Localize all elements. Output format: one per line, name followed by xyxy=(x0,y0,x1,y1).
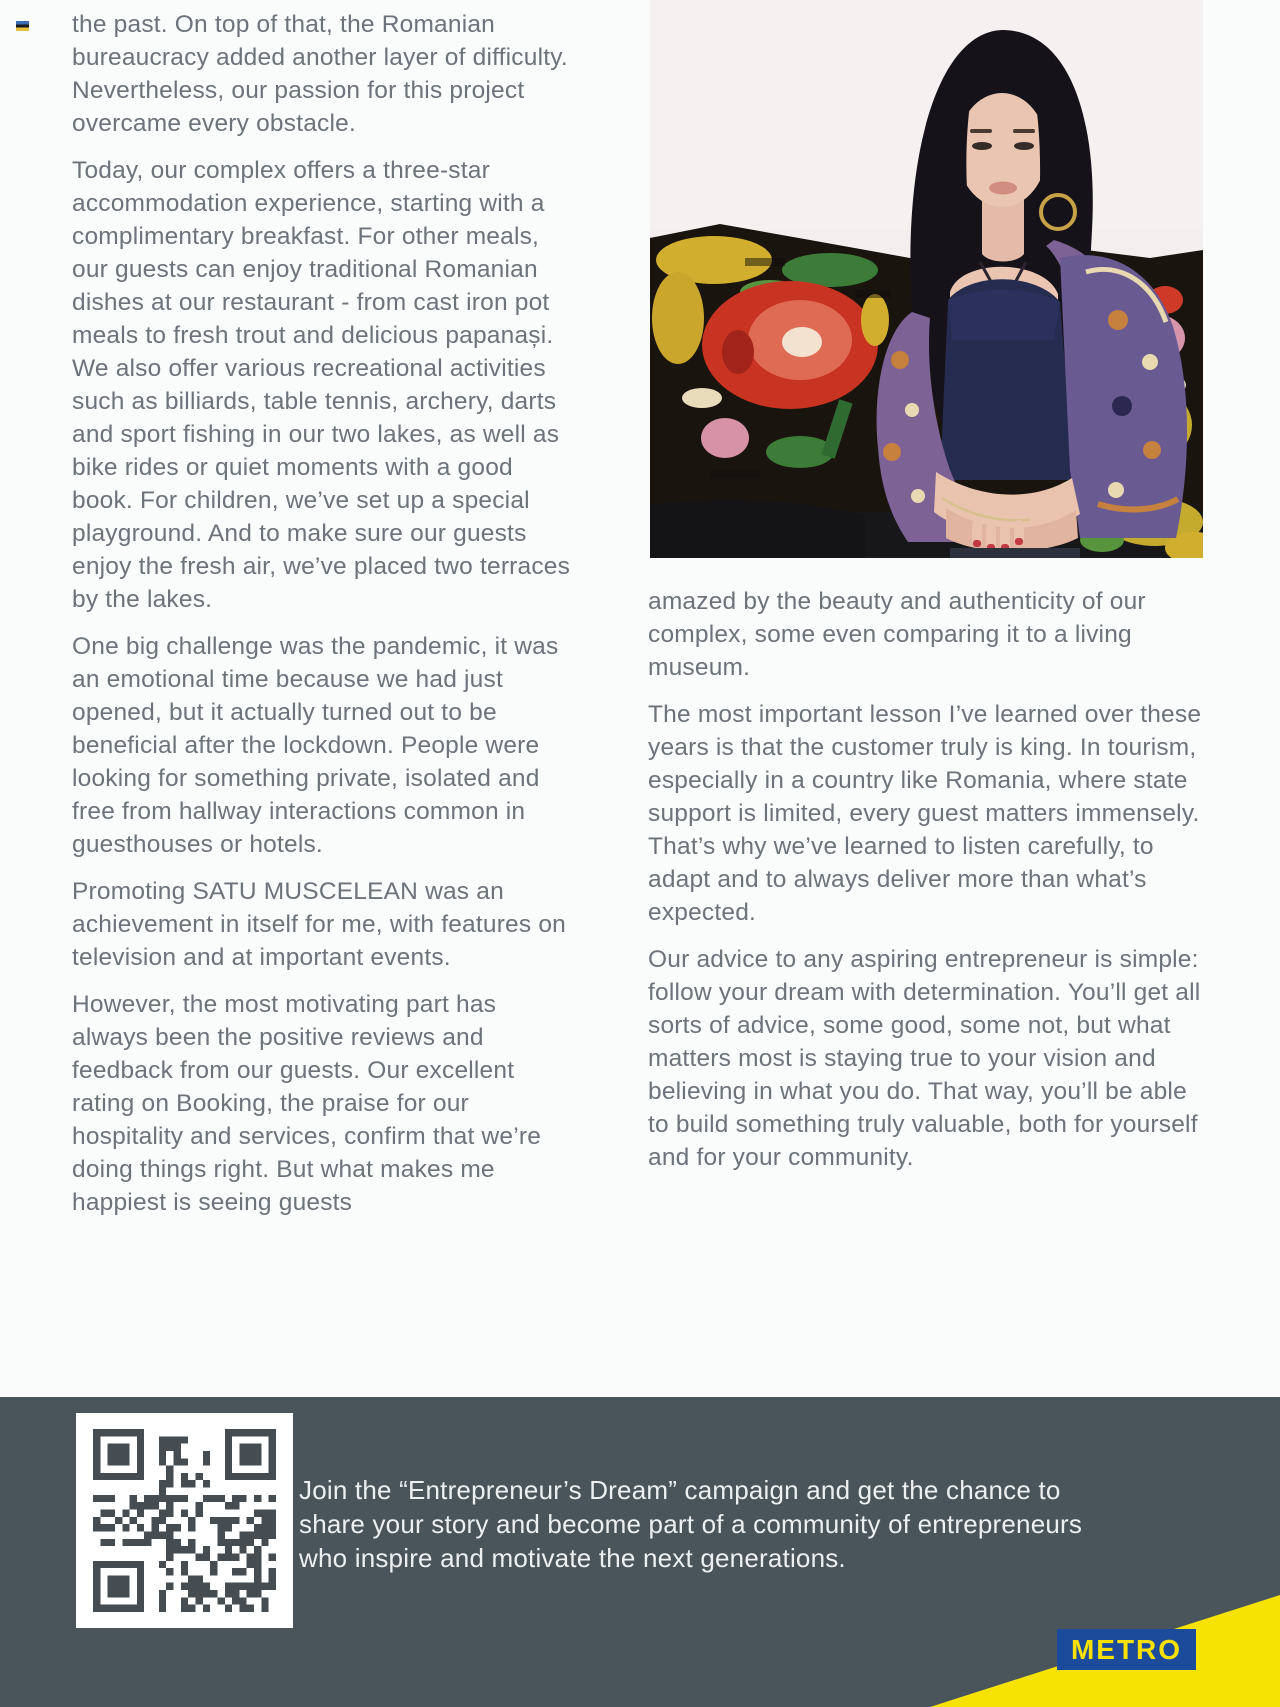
body-paragraph: Our advice to any aspiring entrepreneur is simple: follow your dream with determination. You’ll get all sorts of advice, some good, some not, but what matters most is staying true to your vision and believing in what you do. That way, you’ll be able to build something truly valuable, both for yourself and for your community. xyxy=(648,946,1201,1171)
metro-logo xyxy=(1057,1629,1196,1670)
metro-logo-label: METRO xyxy=(1070,1633,1183,1665)
body-paragraph: the past. On top of that, the Romanian bureaucracy added another layer of difficulty. Nevertheless, our passion for this project overcame every obstacle. xyxy=(72,11,568,137)
entrepreneur-photo xyxy=(650,0,1203,558)
metro-flag-icon xyxy=(16,21,29,31)
body-paragraph: The most important lesson I’ve learned over these years is that the customer truly is king. In tourism, especially in a country like Romania, where state support is limited, every guest matters immensely. That’s why we’ve learned to listen carefully, to adapt and to always deliver more than what’s expected. xyxy=(648,701,1202,926)
body-paragraph: Promoting SATU MUSCELEAN was an achievement in itself for me, with features on television and at important events. xyxy=(72,878,566,971)
body-paragraph: One big challenge was the pandemic, it was an emotional time because we had just opened, but it actually turned out to be beneficial after the lockdown. People were looking for something private, isolated and free from hallway interactions common in guesthouses or hotels. xyxy=(72,633,559,858)
article-right-column xyxy=(648,585,1208,1174)
body-paragraph: Today, our complex offers a three-star accommodation experience, starting with a complimentary breakfast. For other meals, our guests can enjoy traditional Romanian dishes at our restaurant - from cast iron pot meals to fresh trout and delicious papanași. We also offer various recreational activities such as billiards, table tennis, archery, darts and sport fishing in our two lakes, as well as bike rides or quiet moments with a good book. For children, we’ve set up a special playground. And to make sure our guests enjoy the fresh air, we’ve placed two terraces by the lakes. xyxy=(72,157,571,613)
campaign-text: Join the “Entrepreneur’s Dream” campaign and get the chance to share your story and become part of a community of entrepreneurs who inspire and motivate the next generations. xyxy=(299,1475,1083,1573)
body-paragraph: amazed by the beauty and authenticity of our complex, some even comparing it to a living museum. xyxy=(648,588,1146,681)
body-paragraph: However, the most motivating part has always been the positive reviews and feedback from our guests. Our excellent rating on Booking, the praise for our hospitality and services, confirm that we’re doing things right. But what makes me happiest is seeing guests xyxy=(72,991,542,1216)
article-left-column xyxy=(72,8,577,1219)
qr-code xyxy=(76,1413,293,1628)
